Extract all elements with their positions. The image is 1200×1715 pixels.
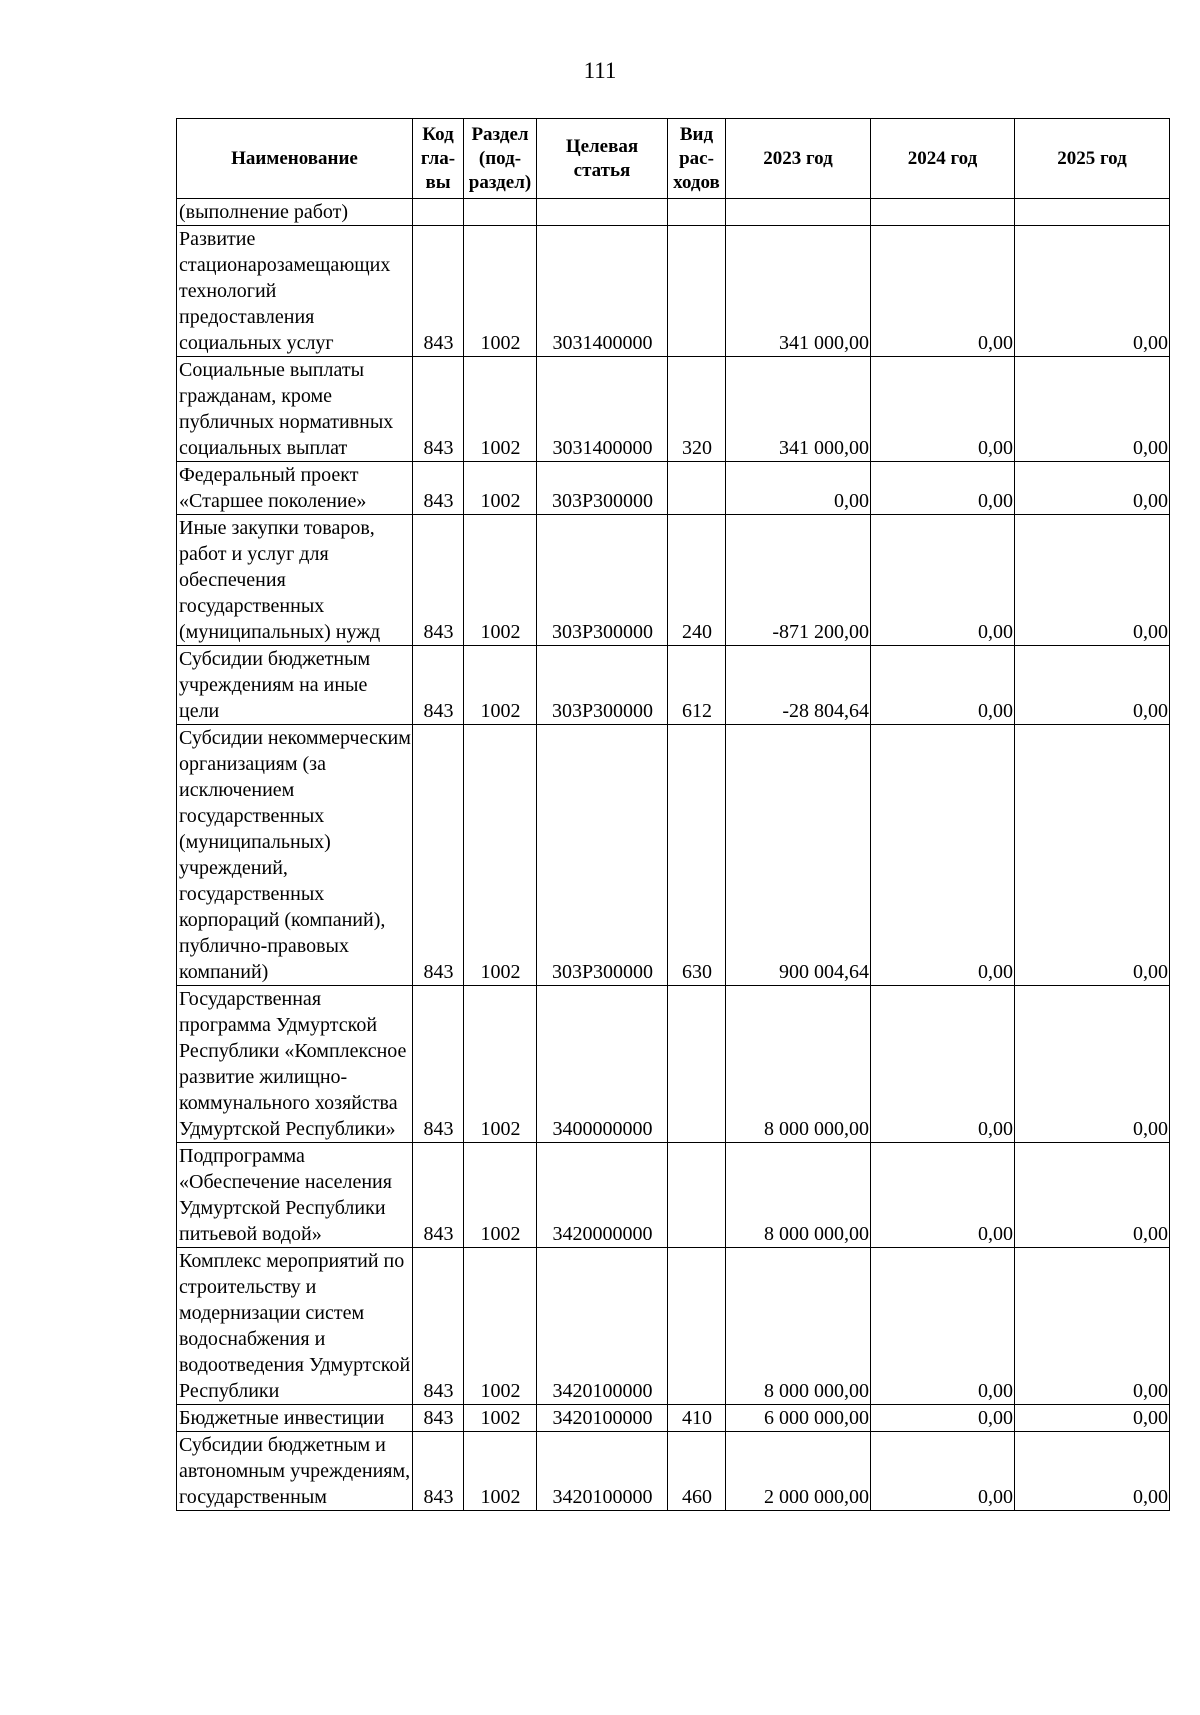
- cell-target-article: 3420100000: [537, 1432, 668, 1511]
- cell-target-article: 3031400000: [537, 357, 668, 462]
- cell-2025: 0,00: [1015, 515, 1170, 646]
- cell-2025: 0,00: [1015, 986, 1170, 1143]
- cell-section: 1002: [464, 1405, 537, 1432]
- cell-2025: 0,00: [1015, 357, 1170, 462]
- cell-2024: [871, 199, 1015, 226]
- cell-expense-type: 630: [668, 725, 726, 986]
- cell-2023: -28 804,64: [726, 646, 871, 725]
- header-target-article: Целевая статья: [537, 119, 668, 199]
- table-header-row: [177, 119, 1170, 199]
- cell-chapter-code: 843: [413, 986, 464, 1143]
- table-row: [177, 725, 1170, 986]
- cell-2023: 8 000 000,00: [726, 1248, 871, 1405]
- header-section: Раздел (под-раздел): [464, 119, 537, 199]
- cell-expense-type: 460: [668, 1432, 726, 1511]
- cell-2024: 0,00: [871, 725, 1015, 986]
- table-row: [177, 199, 1170, 226]
- cell-section: 1002: [464, 1143, 537, 1248]
- cell-2023: [726, 199, 871, 226]
- cell-name: Субсидии бюджетным учреждениям на иные цели: [177, 646, 413, 725]
- cell-name: Субсидии некоммерческим организациям (за исключением государственных (муниципальных) учреждений, государственных корпораций (компаний), публично-правовых компаний): [177, 725, 413, 986]
- cell-2024: 0,00: [871, 226, 1015, 357]
- cell-target-article: 3420100000: [537, 1405, 668, 1432]
- cell-section: 1002: [464, 515, 537, 646]
- cell-2024: 0,00: [871, 986, 1015, 1143]
- header-expense-type: Вид рас-ходов: [668, 119, 726, 199]
- table-row: [177, 1248, 1170, 1405]
- header-name: Наименование: [177, 119, 413, 199]
- cell-2025: 0,00: [1015, 646, 1170, 725]
- cell-expense-type: 320: [668, 357, 726, 462]
- cell-target-article: 3400000000: [537, 986, 668, 1143]
- cell-2023: 8 000 000,00: [726, 986, 871, 1143]
- cell-2025: 0,00: [1015, 1248, 1170, 1405]
- table-row: [177, 462, 1170, 515]
- table-row: [177, 1432, 1170, 1511]
- cell-chapter-code: 843: [413, 1405, 464, 1432]
- cell-chapter-code: 843: [413, 515, 464, 646]
- header-2023: 2023 год: [726, 119, 871, 199]
- cell-target-article: 3420000000: [537, 1143, 668, 1248]
- cell-chapter-code: 843: [413, 725, 464, 986]
- cell-2024: 0,00: [871, 462, 1015, 515]
- cell-target-article: 3420100000: [537, 1248, 668, 1405]
- cell-section: 1002: [464, 986, 537, 1143]
- cell-name: Бюджетные инвестиции: [177, 1405, 413, 1432]
- cell-section: 1002: [464, 462, 537, 515]
- cell-2024: 0,00: [871, 1248, 1015, 1405]
- cell-name: Подпрограмма «Обеспечение населения Удмуртской Республики питьевой водой»: [177, 1143, 413, 1248]
- cell-target-article: 303P300000: [537, 725, 668, 986]
- cell-2023: 2 000 000,00: [726, 1432, 871, 1511]
- cell-chapter-code: 843: [413, 1143, 464, 1248]
- cell-name: Иные закупки товаров, работ и услуг для обеспечения государственных (муниципальных) нужд: [177, 515, 413, 646]
- cell-chapter-code: 843: [413, 646, 464, 725]
- cell-expense-type: 240: [668, 515, 726, 646]
- cell-2024: 0,00: [871, 357, 1015, 462]
- cell-2024: 0,00: [871, 646, 1015, 725]
- cell-chapter-code: [413, 199, 464, 226]
- cell-2023: 6 000 000,00: [726, 1405, 871, 1432]
- cell-expense-type: [668, 199, 726, 226]
- cell-target-article: 303P300000: [537, 646, 668, 725]
- cell-section: 1002: [464, 226, 537, 357]
- cell-name: (выполнение работ): [177, 199, 413, 226]
- cell-2023: 900 004,64: [726, 725, 871, 986]
- cell-name: Комплекс мероприятий по строительству и модернизации систем водоснабжения и водоотведения Удмуртской Республики: [177, 1248, 413, 1405]
- cell-2025: 0,00: [1015, 1405, 1170, 1432]
- cell-expense-type: 410: [668, 1405, 726, 1432]
- table-row: [177, 357, 1170, 462]
- cell-2023: 0,00: [726, 462, 871, 515]
- cell-name: Социальные выплаты гражданам, кроме публичных нормативных социальных выплат: [177, 357, 413, 462]
- cell-target-article: 3031400000: [537, 226, 668, 357]
- cell-target-article: 303P300000: [537, 515, 668, 646]
- cell-section: 1002: [464, 725, 537, 986]
- table-row: [177, 1405, 1170, 1432]
- page-number: 111: [583, 58, 617, 83]
- cell-2025: 0,00: [1015, 1432, 1170, 1511]
- cell-2024: 0,00: [871, 1405, 1015, 1432]
- header-2025: 2025 год: [1015, 119, 1170, 199]
- cell-expense-type: [668, 1143, 726, 1248]
- cell-2024: 0,00: [871, 1432, 1015, 1511]
- cell-2023: 341 000,00: [726, 226, 871, 357]
- cell-section: 1002: [464, 1248, 537, 1405]
- cell-name: Федеральный проект «Старшее поколение»: [177, 462, 413, 515]
- budget-table: [176, 118, 1170, 1511]
- cell-expense-type: [668, 226, 726, 357]
- cell-expense-type: [668, 1248, 726, 1405]
- table-row: [177, 986, 1170, 1143]
- cell-2024: 0,00: [871, 515, 1015, 646]
- cell-2023: -871 200,00: [726, 515, 871, 646]
- cell-2023: 8 000 000,00: [726, 1143, 871, 1248]
- cell-2023: 341 000,00: [726, 357, 871, 462]
- table-row: [177, 1143, 1170, 1248]
- cell-chapter-code: 843: [413, 462, 464, 515]
- cell-section: 1002: [464, 646, 537, 725]
- cell-expense-type: [668, 986, 726, 1143]
- cell-2025: 0,00: [1015, 226, 1170, 357]
- cell-expense-type: 612: [668, 646, 726, 725]
- cell-2025: [1015, 199, 1170, 226]
- cell-2025: 0,00: [1015, 462, 1170, 515]
- cell-expense-type: [668, 462, 726, 515]
- cell-chapter-code: 843: [413, 1432, 464, 1511]
- cell-target-article: [537, 199, 668, 226]
- cell-section: 1002: [464, 1432, 537, 1511]
- cell-2025: 0,00: [1015, 1143, 1170, 1248]
- cell-target-article: 303P300000: [537, 462, 668, 515]
- cell-2025: 0,00: [1015, 725, 1170, 986]
- table-row: [177, 646, 1170, 725]
- cell-name: Государственная программа Удмуртской Республики «Комплексное развитие жилищно-коммунального хозяйства Удмуртской Республики»: [177, 986, 413, 1143]
- header-2024: 2024 год: [871, 119, 1015, 199]
- cell-chapter-code: 843: [413, 1248, 464, 1405]
- table-row: [177, 515, 1170, 646]
- cell-section: [464, 199, 537, 226]
- table-row: [177, 226, 1170, 357]
- cell-chapter-code: 843: [413, 357, 464, 462]
- cell-section: 1002: [464, 357, 537, 462]
- cell-2024: 0,00: [871, 1143, 1015, 1248]
- header-chapter-code: Код гла-вы: [413, 119, 464, 199]
- cell-name: Субсидии бюджетным и автономным учреждениям, государственным: [177, 1432, 413, 1511]
- cell-name: Развитие стационарозамещающих технологий предоставления социальных услуг: [177, 226, 413, 357]
- cell-chapter-code: 843: [413, 226, 464, 357]
